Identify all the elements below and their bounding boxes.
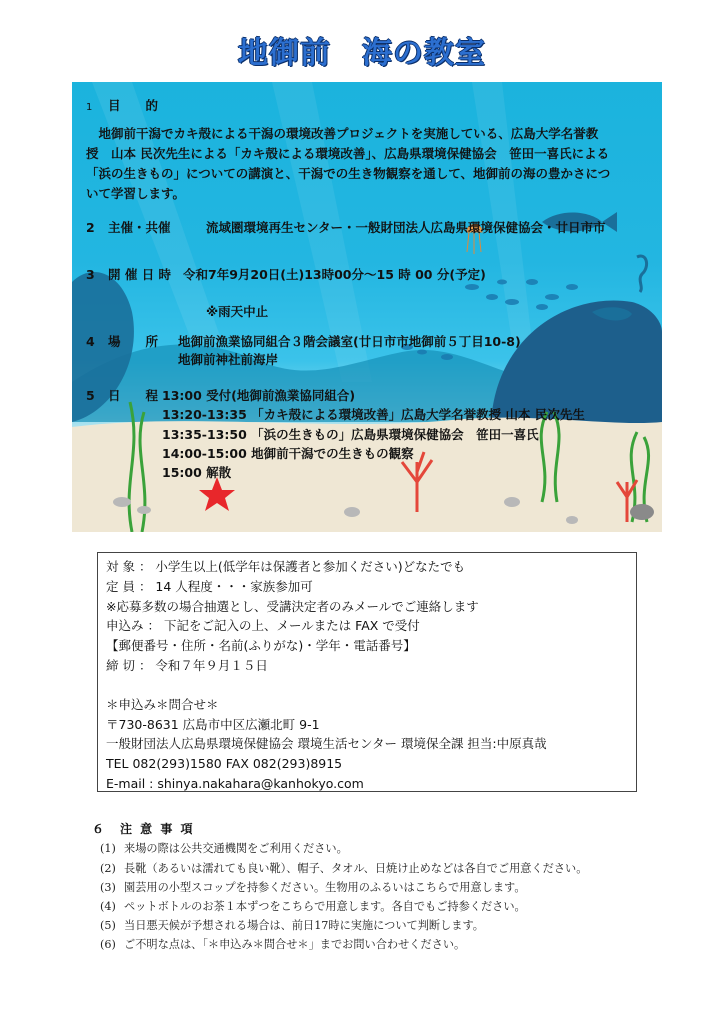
- info-line: 対 象 ： 小学生以上(低学年は保護者と参加ください)どなたでも: [106, 559, 466, 574]
- contact-line: 一般財団法人広島県環境保健協会 環境生活センター 環境保全課 担当:中原真哉: [106, 736, 547, 752]
- info-line: 締 切 ： 令和７年９月１５日: [106, 657, 268, 673]
- contact-line: TEL 082(293)1580 FAX 082(293)8915: [106, 756, 343, 772]
- note-item: [100, 917, 484, 933]
- note-number: (2): [100, 862, 116, 875]
- schedule-row: [86, 386, 355, 406]
- datetime-text: 令和7年9月20日(土)13時00分～15 時 00 分(予定): [183, 267, 486, 282]
- note-item: [100, 898, 526, 914]
- note-number: (5): [100, 919, 116, 932]
- rain-cancel-note: ※雨天中止: [206, 304, 269, 319]
- application-info-box: [97, 552, 637, 792]
- schedule-item: 15:00 解散: [162, 465, 232, 480]
- venue-number: 4: [86, 334, 95, 349]
- purpose-heading: [86, 96, 158, 118]
- note-number: (6): [100, 938, 116, 951]
- schedule-item: 13:20-13:35 「カキ殻による環境改善」広島大学名誉教授 山本 民次先生: [162, 407, 585, 422]
- datetime-number: 3: [86, 267, 95, 282]
- contact-title: ＊申込み＊問合せ＊: [106, 696, 219, 712]
- note-item: [100, 860, 587, 876]
- schedule-item: 13:35-13:50 「浜の生きもの」広島県環境保健協会 笹田一喜氏: [162, 427, 539, 442]
- note-number: (4): [100, 900, 116, 913]
- note-number: (3): [100, 881, 116, 894]
- venue-line: 地御前漁業協同組合３階会議室(廿日市市地御前５丁目10-8): [178, 334, 521, 349]
- organizer-number: 2: [86, 220, 95, 235]
- venue-row: [86, 332, 521, 352]
- datetime-heading: 開 催 日 時: [108, 267, 172, 282]
- purpose-number: 1: [86, 102, 93, 113]
- note-text: 当日悪天候が予想される場合は、前日17時に実施について判断します。: [124, 919, 484, 932]
- note-number: (1): [100, 842, 116, 855]
- purpose-line: いて学習します。: [86, 186, 186, 201]
- organizer-heading: 主催・共催: [108, 220, 171, 235]
- info-line: ※応募多数の場合抽選とし、受講決定者のみメールでご連絡します: [106, 598, 479, 614]
- note-text: 長靴（あるいは濡れても良い靴）、帽子、タオル、日焼け止めなどは各自でご用意ください。: [124, 862, 588, 875]
- purpose-line: 「浜の生きもの」についての講演と、干潟での生き物観察を通して、地御前の海の豊かさにつ: [86, 166, 611, 181]
- purpose-paragraph: [86, 124, 646, 204]
- info-line: 【郵便番号・住所・名前(ふりがな)・学年・電話番号】: [106, 638, 416, 654]
- note-text: ご不明な点は、「＊申込み＊問合せ＊」までお問い合わせください。: [124, 938, 466, 951]
- organizer-row: [86, 218, 606, 238]
- venue-heading: 場 所: [108, 334, 159, 349]
- note-text: 来場の際は公共交通機関をご利用ください。: [124, 842, 348, 855]
- purpose-heading-text: 目 的: [108, 98, 159, 113]
- note-text: 園芸用の小型スコップを持参ください。生物用のふるいはこちらで用意します。: [124, 881, 526, 894]
- schedule-item: 14:00-15:00 地御前干潟での生きもの観察: [162, 446, 414, 461]
- schedule-heading: 日 程: [108, 388, 159, 403]
- schedule-number: 5: [86, 388, 95, 403]
- purpose-line: 地御前干潟でカキ殻による干潟の環境改善プロジェクトを実施している、広島大学名誉教: [86, 126, 599, 141]
- note-item: [100, 879, 526, 895]
- organizer-text: 流域圏環境再生センター・一般財団法人広島県環境保健協会・廿日市市: [206, 220, 606, 235]
- info-line: 定 員 ： 14 人程度・・・家族参加可: [106, 578, 313, 594]
- page-title: 地御前 海の教室: [238, 36, 486, 71]
- note-item: [100, 840, 348, 856]
- contact-email[interactable]: E-mail : shinya.nakahara@kanhokyo.com: [106, 775, 364, 791]
- purpose-line: 授 山本 民次先生による「カキ殻による環境改善」、広島県環境保健協会 笹田一喜氏による: [86, 146, 610, 161]
- schedule-item: 13:00 受付(地御前漁業協同組合): [162, 388, 356, 403]
- venue-line: 地御前神社前海岸: [178, 352, 279, 367]
- notes-heading: ６ 注 意 事 項: [92, 822, 195, 836]
- note-item: [100, 936, 465, 952]
- info-line: 申込み ： 下記をご記入の上、メールまたは FAX で受付: [106, 618, 420, 634]
- datetime-row: [86, 265, 486, 285]
- contact-line: 〒730-8631 広島市中区広瀬北町 9-1: [106, 716, 320, 732]
- note-text: ペットボトルのお茶１本ずつをこちらで用意します。各自でもご持参ください。: [124, 900, 526, 913]
